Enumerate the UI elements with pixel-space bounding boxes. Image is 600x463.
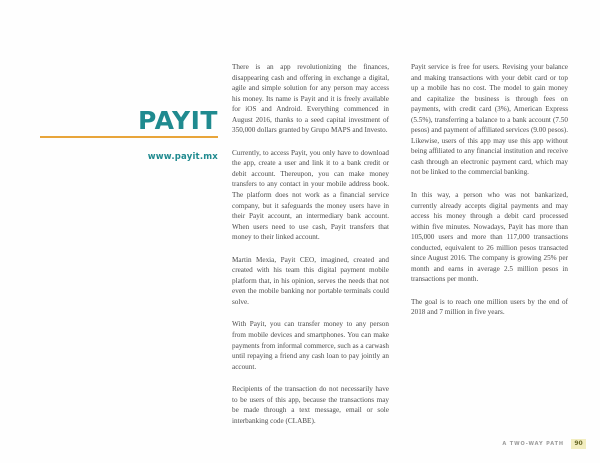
page-number-badge: 90 bbox=[571, 439, 586, 449]
page-footer bbox=[502, 439, 586, 449]
paragraph: There is an app revolutionizing the finances, disappearing cash and offering in exchange a digital, agile and simple solution for any person may access his money. Its name is Payit and it is freely available for iOS and Android. Everything commenced in August 2016, thanks to a seed capital investment of 350,000 dollars granted by Grupo MAPS and Investo. bbox=[232, 63, 389, 135]
article-body bbox=[232, 62, 568, 426]
payit-branding bbox=[40, 108, 218, 162]
paragraph: In this way, a person who was not bankarized, currently already accepts digital payments and may access his money through a debit card processed within five minutes. Nowadays, Payit has more than 105,000 users and more than 117,000 transactions conducted, equivalent to 26 million pesos transacted since August 2016. The company is growing 25% per month and earns in average 2.5 million pesos in transactions per month. bbox=[411, 191, 568, 284]
paragraph: The goal is to reach one million users by the end of 2018 and 7 million in five years. bbox=[411, 297, 568, 317]
payit-website-link[interactable]: www.payit.mx bbox=[147, 152, 218, 162]
paragraph: With Payit, you can transfer money to any person from mobile devices and smartphones. You can make payments from informal commerce, such as a carwash until repaying a friend any cash loan to pay jointly an account. bbox=[232, 320, 389, 371]
text-column-right bbox=[411, 62, 568, 426]
footer-section-title: A TWO-WAY PATH bbox=[502, 441, 564, 447]
logo-underline-rule bbox=[40, 136, 218, 138]
paragraph: Currently, to access Payit, you only have to download the app, create a user and link it to a bank credit or debit account. Thereupon, you can make money transfers to any contact in your mobile address book. The platform does not work as a financial service company, but it safeguards the money users have in their Payit account, an intermediary bank account. When users need to use cash, Payit transfers that money to their linked account. bbox=[232, 148, 389, 242]
paragraph: Payit service is free for users. Revising your balance and making transactions with your debit card or top up a mobile has no cost. The model to gain money and capitalize the business is through fees on payments, with credit card (3%), American Express (5.5%), transferring a balance to a bank account (7.50 pesos) and payment of affiliated services (9.00 pesos). Likewise, users of this app may use this app without being affiliated to any financial institution and receive cash through an electronic payment card, which may not be linked to the commercial banking. bbox=[411, 63, 568, 177]
text-column-left bbox=[232, 62, 389, 426]
paragraph: Martin Mexia, Payit CEO, imagined, created and created with his team this digital payment mobile platform that, in his opinion, serves the needs that not even the mobile banking nor portable terminals could solve. bbox=[232, 255, 389, 306]
payit-logo: PAYIT bbox=[138, 106, 218, 135]
paragraph: Recipients of the transaction do not necessarily have to be users of this app, because the transactions may be made through a text message, email or sole interbanking code (CLABE). bbox=[232, 385, 389, 425]
